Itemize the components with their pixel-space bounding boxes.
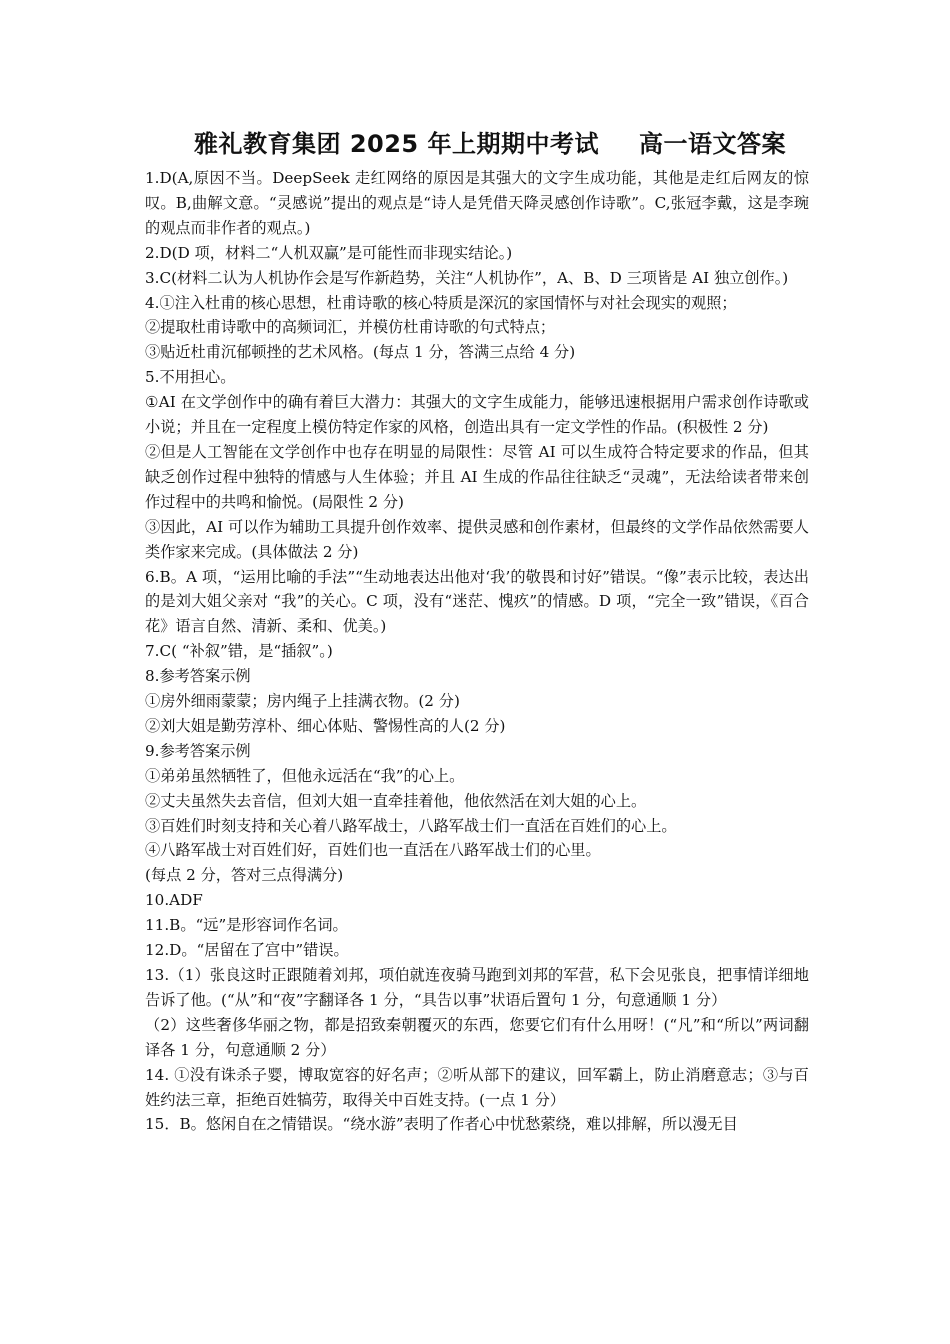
answer-line: 7.C( “补叙”错，是“插叙”。) <box>145 642 333 661</box>
answer-line: 4.①注入杜甫的核心思想，杜甫诗歌的核心特质是深沉的家国情怀与对社会现实的观照； <box>145 293 737 312</box>
answer-line: 11.B。“远”是形容词作名词。 <box>145 916 348 935</box>
answer-line: ①弟弟虽然牺牲了，但他永远活在“我”的心上。 <box>145 766 465 785</box>
answer-line: （2）这些奢侈华丽之物，都是招致秦朝覆灭的东西，您要它们有什么用呀！(“凡”和“所以”两词翻译各 1 分，句意通顺 2 分） <box>145 1015 809 1059</box>
answer-line: ①房外细雨蒙蒙；房内绳子上挂满衣物。(2 分) <box>145 692 460 711</box>
answer-line: 12.D。“居留在了宫中”错误。 <box>145 941 349 960</box>
answer-line: 8.参考答案示例 <box>145 667 251 686</box>
title-subject: 高一语文答案 <box>639 130 786 158</box>
answer-line: ④八路军战士对百姓们好，百姓们也一直活在八路军战士们的心里。 <box>145 841 601 860</box>
answer-line: 10.ADF <box>145 891 203 910</box>
answer-line: ①AI 在文学创作中的确有着巨大潜力：其强大的文字生成能力，能够迅速根据用户需求创作诗歌或小说；并且在一定程度上模仿特定作家的风格，创造出具有一定文学性的作品。(积极性 2 分) <box>145 393 809 437</box>
answer-line: 3.C(材料二认为人机协作会是写作新趋势，关注“人机协作”，A、B、D 三项皆是 AI 独立创作。) <box>145 268 789 287</box>
answer-line: 9.参考答案示例 <box>145 741 251 760</box>
answer-line: ②刘大姐是勤劳淳朴、细心体贴、警惕性高的人(2 分) <box>145 716 506 735</box>
answer-line: 5.不用担心。 <box>145 368 236 387</box>
title-exam-name: 雅礼教育集团 2025 年上期期中考试 <box>193 130 599 158</box>
answer-line: 6.B。A 项，“运用比喻的手法”“生动地表达出他对‘我’的敬畏和讨好”错误。“像”表示比较，表达出的是刘大姐父亲对 “我”的关心。C 项，没有“迷茫、愧疚”的情感。D 项，“完全一致”错误，《百合花》语言自然、清新、柔和、优美。) <box>145 567 809 636</box>
document-title <box>140 124 840 159</box>
answer-line: ②丈夫虽然失去音信，但刘大姐一直牵挂着他，他依然活在刘大姐的心上。 <box>145 791 647 810</box>
answer-line: (每点 2 分，答对三点得满分) <box>145 866 344 885</box>
answer-line: 13.（1）张良这时正跟随着刘邦，项伯就连夜骑马跑到刘邦的军营，私下会见张良，把事情详细地告诉了他。(“从”和“夜”字翻译各 1 分，“具告以事”状语后置句 1 分，句意通顺 1 分） <box>145 966 809 1009</box>
answer-line: ③百姓们时刻支持和关心着八路军战士，八路军战士们一直活在百姓们的心上。 <box>145 816 677 835</box>
answer-body <box>145 166 809 1137</box>
answer-line: 1.D(A,原因不当。DeepSeek 走红网络的原因是其强大的文字生成功能，其他是走红后网友的惊叹。B,曲解文意。“灵感说”提出的观点是“诗人是凭借天降灵感创作诗歌”。C,张冠李戴，这是李琬的观点而非作者的观点。) <box>145 169 809 237</box>
answer-line: ③贴近杜甫沉郁顿挫的艺术风格。(每点 1 分，答满三点给 4 分) <box>145 343 576 362</box>
answer-line: ②提取杜甫诗歌中的高频词汇，并模仿杜甫诗歌的句式特点； <box>145 318 556 337</box>
answer-line: ③因此，AI 可以作为辅助工具提升创作效率、提供灵感和创作素材，但最终的文学作品依然需要人类作家来完成。(具体做法 2 分) <box>145 517 809 561</box>
answer-line: 15．B。悠闲自在之情错误。“绕水游”表明了作者心中忧愁萦绕，难以排解，所以漫无目 <box>145 1115 738 1134</box>
answer-line: 2.D(D 项，材料二“人机双赢”是可能性而非现实结论。) <box>145 243 513 262</box>
answer-line: 14. ①没有诛杀子婴，博取宽容的好名声；②听从部下的建议，回军霸上，防止消磨意志；③与百姓约法三章，拒绝百姓犒劳，取得关中百姓支持。(一点 1 分） <box>145 1065 809 1109</box>
answer-line: ②但是人工智能在文学创作中也存在明显的局限性：尽管 AI 可以生成符合特定要求的作品，但其缺乏创作过程中独特的情感与人生体验；并且 AI 生成的作品往往缺乏“灵魂”，无法给读者带来创作过程中的共鸣和愉悦。(局限性 2 分) <box>145 442 809 511</box>
